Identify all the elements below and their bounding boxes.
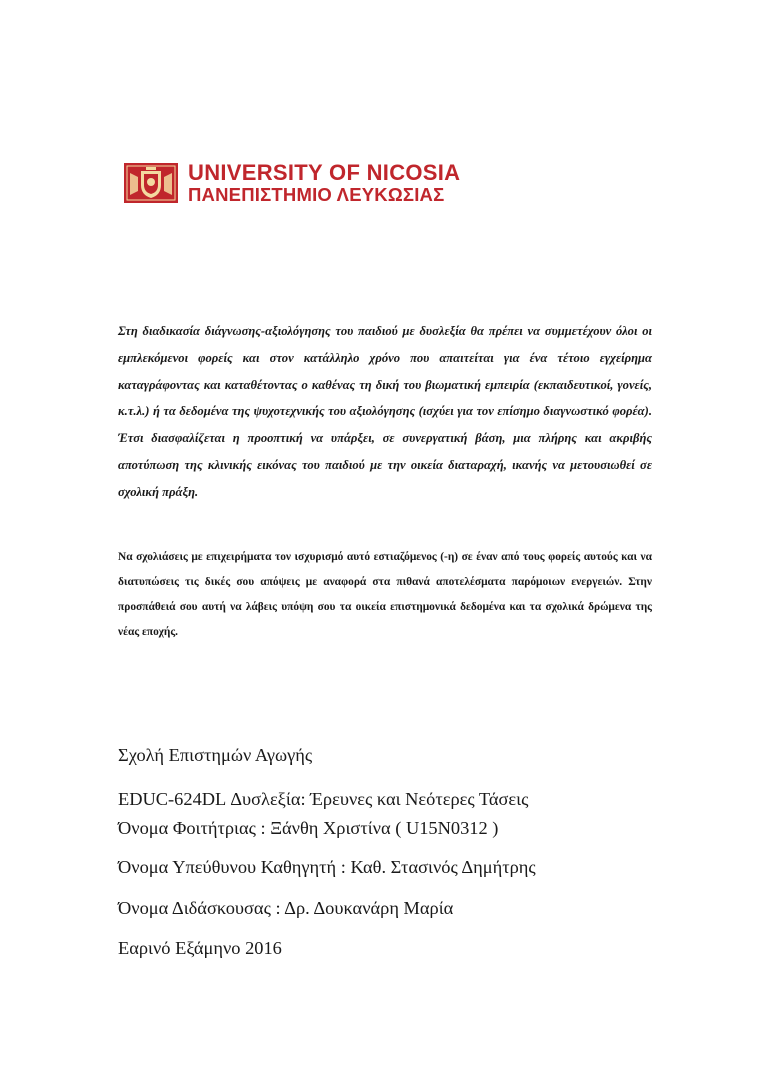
assignment-task: Να σχολιάσεις με επιχειρήματα τον ισχυρισμό αυτό εστιαζόμενος (-η) σε έναν από τους φορείς αυτούς και να διατυπώσεις τις δικές σου απόψεις με αναφορά στα πιθανά αποτελέσματα παρόμοιων ενεργειών. Στην προσπάθειά σου αυτή να λάβεις υπόψη σου τα οικεία επιστημονικά δεδομένα και τα σχολικά δρώμενα της νέας εποχής. xyxy=(118,551,652,638)
supervisor-name: Όνομα Υπεύθυνου Καθηγητή : Καθ. Στασινός Δημήτρης xyxy=(118,857,536,877)
logo-name-gr: ΠΑΝΕΠΙΣΤΗΜΙΟ ΛΕΥΚΩΣΙΑΣ xyxy=(188,183,445,205)
university-logo xyxy=(124,160,564,206)
university-seal-icon xyxy=(124,163,178,203)
instructor-name: Όνομα Διδάσκουσας : Δρ. Δουκανάρη Μαρία xyxy=(118,898,454,918)
logo-wordmark xyxy=(188,159,461,205)
course-title: EDUC-624DL Δυσλεξία: Έρευνες και Νεότερες Τάσεις xyxy=(118,789,529,809)
assignment-quote: Στη διαδικασία διάγνωσης-αξιολόγησης του παιδιού με δυσλεξία θα πρέπει να συμμετέχουν όλοι οι εμπλεκόμενοι φορείς και στον κατάλληλο χρόνο που απαιτείται για ένα τέτοιο εγχείρημα καταγράφοντας και καταθέτοντας ο καθένας τη δική του βιωματική εμπειρία (εκπαιδευτικοί, γονείς, κ.τ.λ.) ή τα δεδομένα της ψυχοτεχνικής του αξιολόγησης (ισχύει για τον επίσημο διαγνωστικό φορέα). Έτσι διασφαλίζεται η προοπτική να υπάρξει, σε συνεργατική βάση, μια πλήρης και ακριβής αποτύπωση της κλινικής εικόνας του παιδιού με την οικεία διαταραχή, ικανής να μετουσιωθεί σε σχολική πράξη. xyxy=(118,324,652,499)
logo-name-en: UNIVERSITY OF NICOSIA xyxy=(188,159,461,185)
semester: Εαρινό Εξάμηνο 2016 xyxy=(118,938,282,958)
school-name: Σχολή Επιστημών Αγωγής xyxy=(118,745,313,765)
student-name: Όνομα Φοιτήτριας : Ξάνθη Χριστίνα ( U15N0312 ) xyxy=(118,818,499,838)
